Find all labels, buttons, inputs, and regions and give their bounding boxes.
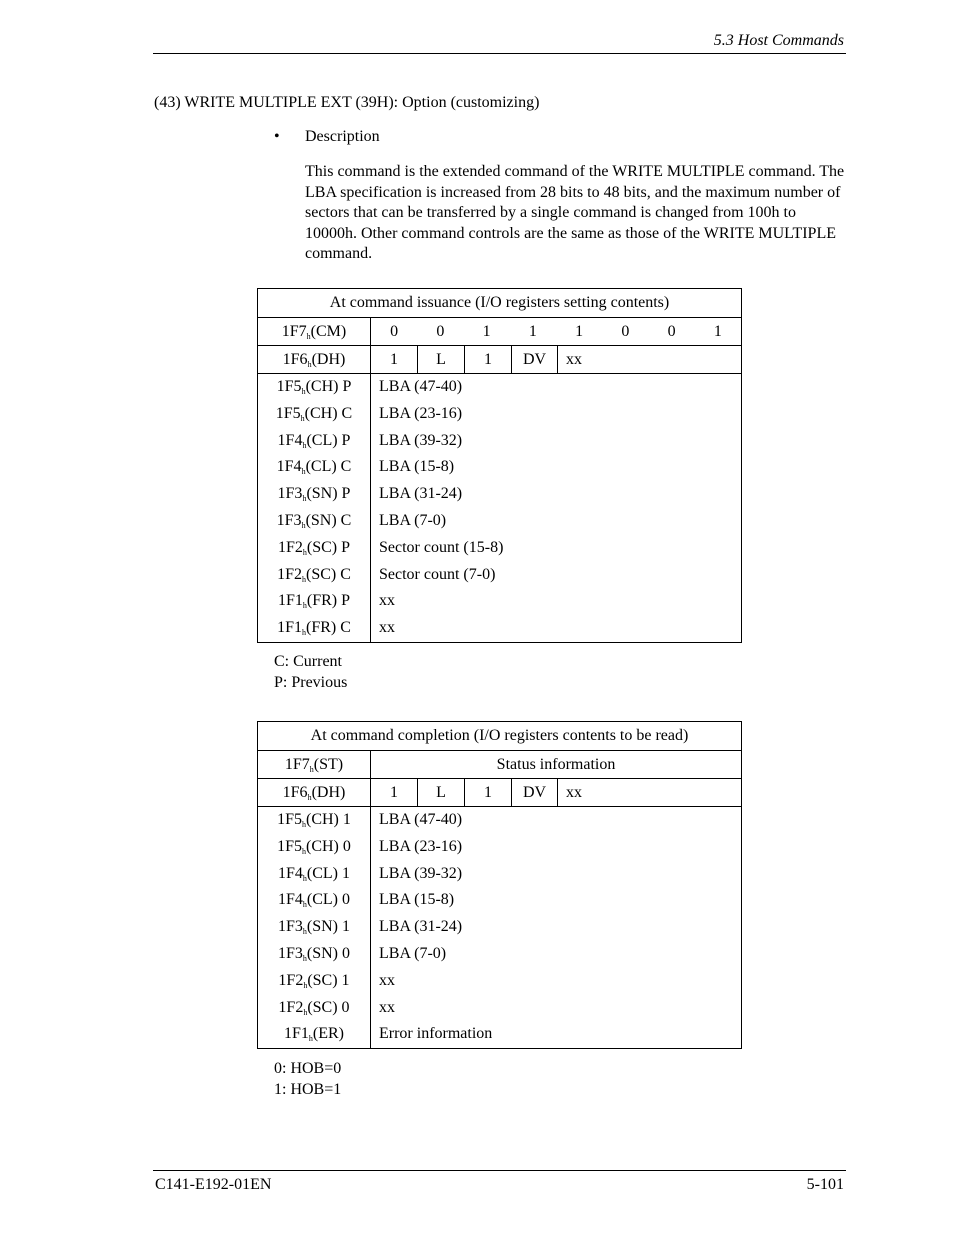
- field-value: DV: [512, 779, 558, 806]
- register-name: $1F5_h(CH)$ 1: [277, 811, 351, 829]
- bit-value: 0: [390, 322, 399, 340]
- register-name: $1F1_h(FR)$ C: [277, 619, 351, 638]
- completion-register-table: [257, 721, 742, 1049]
- section-title: (43) WRITE MULTIPLE EXT (39H): Option (customizing): [154, 94, 540, 111]
- register-name: $1F7_h(CM)$: [258, 318, 371, 346]
- field-value: xx: [566, 783, 582, 801]
- field-value: 1: [371, 346, 418, 373]
- register-name: $1F4_h(CL)$ 1: [277, 864, 350, 883]
- register-name: $1F4_h(CL)$ 0: [277, 891, 350, 910]
- register-name: $1F4_h(CL)$ C: [276, 458, 352, 477]
- bullet-label: Description: [305, 128, 380, 145]
- register-name: $1F1_h(ER)$: [283, 1025, 344, 1044]
- field-value: 1: [371, 779, 418, 806]
- status-value: Status information: [371, 751, 742, 779]
- register-value: xx: [379, 619, 395, 637]
- register-value: LBA (39-32): [379, 431, 463, 449]
- footer-rule: [153, 1170, 846, 1171]
- bit-value: 0: [621, 322, 630, 340]
- register-name: $1F2_h(SC)$ P: [277, 538, 351, 557]
- field-value: 1: [465, 346, 512, 373]
- table-row-group: [258, 807, 742, 1049]
- running-header: 5.3 Host Commands: [713, 32, 844, 49]
- description: [305, 162, 845, 265]
- register-name: $1F5_h(CH)$ P: [276, 378, 352, 396]
- register-name-list: [258, 807, 371, 1049]
- bit-value: 1: [575, 322, 584, 340]
- register-value: LBA (31-24): [379, 918, 463, 936]
- register-name: $1F6_h(DH)$: [258, 779, 371, 807]
- register-name: $1F2_h(SC)$ 0: [278, 998, 350, 1017]
- header-rule: [153, 53, 846, 54]
- register-value: LBA (15-8): [379, 458, 455, 476]
- table-row-group: [258, 374, 742, 643]
- register-name-list: [258, 374, 371, 643]
- register-name: $1F5_h(CH)$ 0: [277, 837, 351, 856]
- bit-value: 1: [482, 322, 491, 340]
- register-name: $1F3_h(SN)$ C: [276, 511, 352, 530]
- register-value: LBA (7-0): [379, 944, 447, 962]
- register-value: LBA (47-40): [379, 811, 463, 828]
- register-value: LBA (23-16): [379, 837, 463, 855]
- register-value: Sector count (15-8): [379, 538, 504, 556]
- table-title: At command completion (I/O registers contents to be read): [258, 722, 742, 751]
- command-bits: [371, 318, 742, 346]
- register-value: LBA (23-16): [379, 404, 463, 422]
- table-row: [258, 318, 742, 346]
- bullet-icon: •: [274, 128, 280, 145]
- table-row: [258, 779, 742, 807]
- register-value: xx: [379, 971, 395, 989]
- register-value-list: [371, 807, 742, 1049]
- table-row: [258, 346, 742, 374]
- register-name: $1F6_h(DH)$: [258, 346, 371, 374]
- table-row: [258, 751, 742, 779]
- field-value: L: [418, 779, 465, 806]
- bit-value: 1: [528, 322, 537, 340]
- bit-value: 1: [713, 322, 722, 340]
- register-value: LBA (47-40): [379, 378, 463, 395]
- register-name: $1F5_h(CH)$ C: [275, 404, 353, 423]
- register-value-list: [371, 374, 742, 643]
- issuance-register-table: [257, 288, 742, 643]
- bit-value: 0: [436, 322, 445, 340]
- register-value: LBA (39-32): [379, 864, 463, 882]
- legend-note: 1: HOB=1: [274, 1081, 342, 1098]
- register-value: LBA (31-24): [379, 485, 463, 503]
- register-name: $1F3_h(SN)$ 0: [277, 944, 350, 963]
- register-value: xx: [379, 998, 395, 1016]
- register-value: xx: [379, 592, 395, 610]
- register-name: $1F7_h(ST)$: [258, 751, 371, 779]
- field-value: L: [418, 346, 465, 373]
- field-value: xx: [566, 350, 582, 368]
- legend-note: 0: HOB=0: [274, 1060, 342, 1077]
- register-name: $1F3_h(SN)$ 1: [277, 918, 350, 937]
- document-id: C141-E192-01EN: [155, 1176, 272, 1193]
- register-name: $1F2_h(SC)$ C: [277, 565, 351, 584]
- device-head-fields: [371, 779, 742, 807]
- register-value: LBA (7-0): [379, 511, 447, 529]
- description-text: This command is the extended command of the WRITE MULTIPLE command. The LBA specification is increased from 28 bits to 48 bits, and the maximum number of sectors that can be transferred by a single command is changed from 100h to 10000h. Other command controls are the same as those of the WRITE MULTIPLE command.: [305, 163, 845, 263]
- page-number: 5-101: [806, 1176, 844, 1193]
- register-name: $1F4_h(CL)$ P: [277, 431, 351, 450]
- register-value: LBA (15-8): [379, 891, 455, 909]
- register-value: Error information: [379, 1025, 493, 1043]
- legend-note: P: Previous: [274, 674, 348, 691]
- legend-note: C: Current: [274, 653, 342, 670]
- device-head-fields: [371, 346, 742, 374]
- register-name: $1F2_h(SC)$ 1: [278, 971, 350, 990]
- register-name: $1F3_h(SN)$ P: [277, 485, 351, 504]
- table-title: At command issuance (I/O registers setting contents): [258, 289, 742, 318]
- register-value: Sector count (7-0): [379, 565, 496, 583]
- bit-value: 0: [667, 322, 676, 340]
- field-value: DV: [512, 346, 558, 373]
- field-value: 1: [465, 779, 512, 806]
- register-name: $1F1_h(FR)$ P: [277, 592, 351, 611]
